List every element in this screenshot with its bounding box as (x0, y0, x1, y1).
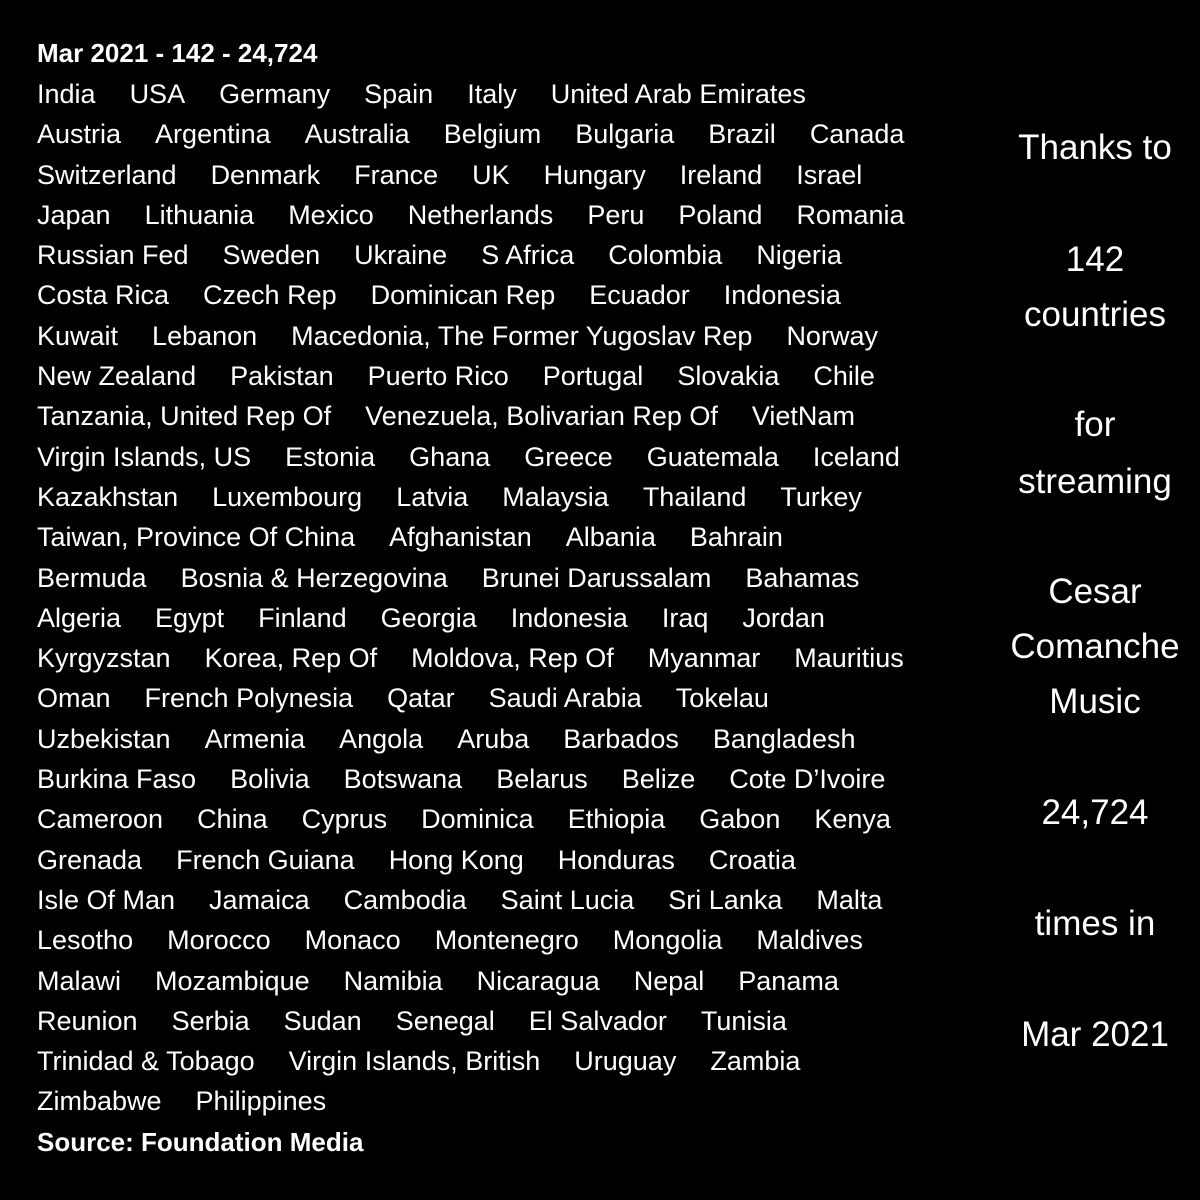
country-name: Mongolia (612, 925, 723, 956)
country-name: Namibia (343, 965, 443, 996)
country-name: Colombia (608, 240, 723, 271)
country-name: Uzbekistan (37, 723, 171, 754)
country-name: Cambodia (343, 884, 467, 915)
thanks-line: Comanche (1010, 627, 1180, 666)
country-name: Bolivia (230, 764, 310, 795)
country-name: Netherlands (407, 199, 554, 230)
country-name: Afghanistan (389, 522, 532, 553)
country-name: Spain (364, 79, 434, 109)
country-name: Morocco (167, 925, 271, 956)
country-name: Zimbabwe (37, 1086, 162, 1117)
country-name: Saint Lucia (500, 884, 635, 915)
country-name: Belize (621, 764, 696, 795)
country-name: Ireland (679, 159, 763, 190)
country-name: Lesotho (37, 925, 134, 956)
country-name: Canada (809, 119, 905, 150)
country-name: Maldives (756, 925, 863, 956)
country-row (37, 517, 997, 557)
country-name: Luxembourg (212, 481, 363, 512)
country-row (37, 477, 997, 517)
country-name: Russian Fed (37, 240, 189, 271)
country-name: Moldova, Rep Of (411, 643, 614, 674)
country-name: Cote D’Ivoire (729, 764, 886, 795)
country-name: Malta (816, 884, 883, 915)
country-name: Japan (37, 199, 111, 230)
country-name: Grenada (37, 844, 143, 875)
country-name: Belarus (496, 764, 588, 795)
country-name: Angola (339, 723, 424, 754)
country-row (37, 920, 997, 960)
country-name: Romania (796, 199, 905, 230)
country-name: Finland (258, 602, 347, 633)
country-name: India (37, 79, 96, 109)
country-name: Egypt (155, 602, 225, 633)
country-row (37, 356, 997, 396)
country-name: Thailand (642, 481, 747, 512)
country-name: Armenia (204, 723, 306, 754)
country-name: Uruguay (574, 1046, 677, 1077)
country-name: Bulgaria (575, 119, 675, 150)
country-name: Serbia (171, 1005, 250, 1036)
country-row (37, 840, 997, 880)
thanks-line: Thanks to (1018, 128, 1172, 167)
country-name: Ecuador (589, 280, 690, 311)
country-name: Botswana (343, 764, 463, 795)
country-name: Puerto Rico (367, 361, 509, 392)
country-name: Australia (304, 119, 410, 150)
country-name: Isle Of Man (37, 884, 176, 915)
country-name: Latvia (396, 481, 469, 512)
country-name: Sudan (283, 1005, 362, 1036)
country-name: Czech Rep (203, 280, 337, 311)
country-row (37, 1041, 997, 1081)
thanks-line: Cesar (1048, 572, 1142, 611)
country-row (37, 235, 997, 275)
country-name: Mozambique (155, 965, 310, 996)
country-name: Zambia (710, 1046, 801, 1077)
country-name: Malawi (37, 965, 122, 996)
country-row (37, 598, 997, 638)
country-name: Brunei Darussalam (481, 562, 712, 593)
country-name: Ghana (409, 441, 491, 472)
country-row (37, 638, 997, 678)
country-name: Slovakia (677, 361, 780, 392)
country-name: Honduras (557, 844, 675, 875)
country-name: Cameroon (37, 804, 164, 835)
country-name: Tanzania, United Rep Of (37, 401, 332, 432)
country-name: Bangladesh (712, 723, 856, 754)
country-name: Croatia (708, 844, 796, 875)
country-name: Macedonia, The Former Yugoslav Rep (291, 320, 753, 351)
country-name: Kazakhstan (37, 481, 179, 512)
country-name: Italy (467, 79, 517, 109)
country-name: Mauritius (794, 643, 904, 674)
country-row (37, 396, 997, 436)
country-name: Albania (565, 522, 656, 553)
country-name: French Guiana (176, 844, 355, 875)
country-name: Switzerland (37, 159, 177, 190)
country-name: Bahamas (745, 562, 860, 593)
country-row (37, 1001, 997, 1041)
country-name: Burkina Faso (37, 764, 197, 795)
country-name: Argentina (155, 119, 271, 150)
country-name: France (354, 159, 439, 190)
country-name: Bermuda (37, 562, 147, 593)
country-name: USA (129, 79, 186, 109)
country-name: Brazil (708, 119, 776, 150)
country-name: Saudi Arabia (488, 683, 642, 714)
country-name: Jordan (742, 602, 825, 633)
thanks-line: for (1074, 405, 1116, 444)
country-name: Nicaragua (476, 965, 600, 996)
country-name: Austria (37, 119, 122, 150)
country-row (37, 678, 997, 718)
country-name: Hungary (543, 159, 646, 190)
country-name: Bosnia & Herzegovina (180, 562, 448, 593)
country-name: Greece (524, 441, 613, 472)
country-name: Venezuela, Bolivarian Rep Of (365, 401, 718, 432)
country-name: Guatemala (646, 441, 779, 472)
country-name: New Zealand (37, 361, 197, 392)
country-name: Israel (796, 159, 863, 190)
thanks-line: Music (1049, 682, 1141, 721)
country-name: Denmark (210, 159, 321, 190)
country-row (37, 1081, 997, 1121)
country-row (37, 961, 997, 1001)
country-name: Nepal (633, 965, 705, 996)
country-name: Ukraine (354, 240, 448, 271)
country-name: Hong Kong (388, 844, 524, 875)
thanks-line: Mar 2021 (1021, 1015, 1169, 1054)
country-row (37, 316, 997, 356)
country-row (37, 759, 997, 799)
country-name: Dominica (421, 804, 534, 835)
country-name: Dominican Rep (370, 280, 556, 311)
country-name: Tunisia (700, 1005, 787, 1036)
country-row (37, 880, 997, 920)
thanks-line: 142 (1065, 240, 1125, 279)
country-row (37, 719, 997, 759)
thanks-line: 24,724 (1041, 793, 1149, 832)
country-name: Qatar (387, 683, 455, 714)
country-name: Taiwan, Province Of China (37, 522, 356, 553)
country-name: Estonia (285, 441, 376, 472)
country-name: Sri Lanka (668, 884, 783, 915)
country-name: Lebanon (152, 320, 258, 351)
country-name: Tokelau (675, 683, 769, 714)
country-list (37, 74, 997, 1122)
country-row (37, 799, 997, 839)
country-row (37, 155, 997, 195)
country-name: Trinidad & Tobago (37, 1046, 255, 1077)
country-name: Panama (738, 965, 839, 996)
country-name: Kyrgyzstan (37, 643, 171, 674)
country-name: Nigeria (756, 240, 842, 271)
country-name: S Africa (481, 240, 575, 271)
country-row (37, 74, 997, 114)
country-name: Belgium (443, 119, 542, 150)
country-name: Ethiopia (567, 804, 666, 835)
country-name: Montenegro (434, 925, 579, 956)
country-name: Bahrain (689, 522, 783, 553)
country-name: Malaysia (502, 481, 609, 512)
country-name: Pakistan (230, 361, 334, 392)
source-credit: Source: Foundation Media (37, 1127, 364, 1157)
country-name: Lithuania (144, 199, 255, 230)
country-name: Aruba (457, 723, 530, 754)
country-name: Sweden (222, 240, 321, 271)
country-name: Virgin Islands, British (288, 1046, 541, 1077)
country-name: Virgin Islands, US (37, 441, 252, 472)
country-name: Iraq (661, 602, 709, 633)
country-name: Georgia (380, 602, 477, 633)
country-name: China (197, 804, 268, 835)
country-name: Gabon (699, 804, 781, 835)
country-name: El Salvador (528, 1005, 667, 1036)
country-name: Poland (678, 199, 763, 230)
country-name: Kenya (814, 804, 891, 835)
country-name: Peru (587, 199, 645, 230)
country-name: French Polynesia (144, 683, 354, 714)
country-name: VietNam (751, 401, 855, 432)
country-row (37, 558, 997, 598)
country-name: United Arab Emirates (550, 79, 806, 109)
country-name: UK (472, 159, 510, 190)
country-name: Mexico (288, 199, 374, 230)
thanks-line: times in (1034, 904, 1156, 943)
country-name: Barbados (563, 723, 679, 754)
country-name: Chile (813, 361, 875, 392)
header-title: Mar 2021 - 142 - 24,724 (37, 38, 318, 68)
country-name: Oman (37, 683, 111, 714)
country-name: Myanmar (647, 643, 761, 674)
country-name: Iceland (812, 441, 900, 472)
country-name: Philippines (195, 1086, 327, 1117)
country-name: Algeria (37, 602, 122, 633)
country-name: Kuwait (37, 320, 119, 351)
country-name: Cyprus (301, 804, 388, 835)
country-name: Indonesia (510, 602, 628, 633)
country-row (37, 195, 997, 235)
country-name: Turkey (780, 481, 862, 512)
country-name: Costa Rica (37, 280, 170, 311)
country-name: Monaco (304, 925, 401, 956)
country-name: Reunion (37, 1005, 138, 1036)
country-name: Korea, Rep Of (204, 643, 378, 674)
country-row (37, 275, 997, 315)
country-name: Norway (786, 320, 878, 351)
thanks-line: streaming (1018, 462, 1172, 501)
thanks-line: countries (1023, 295, 1167, 334)
country-row (37, 437, 997, 477)
country-name: Senegal (395, 1005, 495, 1036)
country-name: Portugal (542, 361, 644, 392)
country-name: Germany (219, 79, 331, 109)
country-name: Jamaica (209, 884, 310, 915)
country-name: Indonesia (723, 280, 841, 311)
country-row (37, 114, 997, 154)
